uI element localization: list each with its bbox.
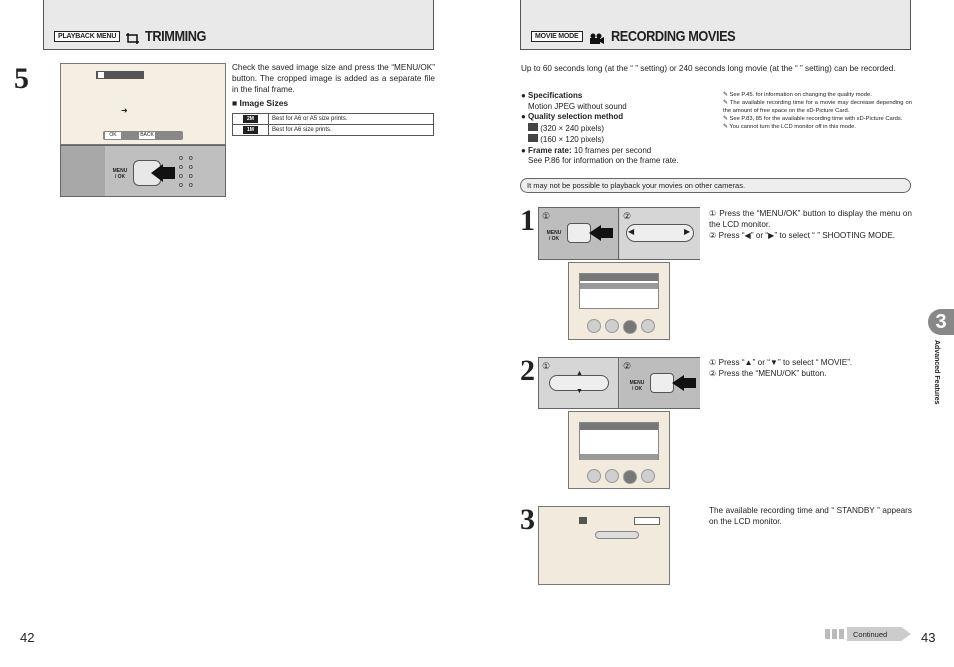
step-number-5: 5 (14, 62, 29, 95)
page-number-left: 42 (20, 630, 35, 645)
image-sizes-table (232, 113, 434, 136)
mode-icon-portrait (587, 469, 601, 483)
pressing-hand-icon (147, 158, 177, 188)
menu-selected-row (580, 454, 658, 460)
playback-menu-tag: PLAYBACK MENU (54, 31, 120, 42)
menu-header (580, 274, 658, 281)
table-row (233, 114, 434, 125)
left-arrow-icon: ◀ (628, 227, 635, 236)
circle-2-icon: ② (623, 211, 632, 221)
trim-mini-icon (98, 72, 104, 78)
step2-camera-illustration (538, 357, 700, 409)
trimming-title: TRIMMING (145, 28, 207, 45)
mode-icon-portrait (587, 319, 601, 333)
size-desc: Best for A6 size prints. (269, 125, 434, 136)
spec-line: Motion JPEG without sound (528, 101, 627, 111)
standby-indicator (595, 531, 639, 539)
lcd-ok-label: OK (105, 132, 121, 139)
spec-line (521, 123, 711, 135)
pressing-hand-icon (670, 370, 698, 396)
camera-body-illustration (60, 145, 226, 197)
step-number-2: 2 (520, 354, 535, 387)
recording-movies-title: RECORDING MOVIES (610, 28, 735, 45)
note-item: ✎ The available recording time for a movie may decrease depending on the amount of free space on the xD-Picture Card. (723, 100, 913, 114)
note-item: ✎ See P.83, 85 for the available recording time with xD-Picture Cards. (723, 116, 903, 122)
circle-1-icon: ① (542, 361, 551, 371)
trimming-icon (126, 31, 139, 42)
notes-block (723, 91, 912, 131)
side-section-label: Advanced Features (933, 340, 940, 405)
step1-panel-a (539, 208, 619, 259)
movie-intro-text: Up to 60 seconds long (at the “ ” setting) or 240 seconds long movie (at the “ ” setting) can be recorded. (521, 64, 896, 73)
continued-marker (825, 625, 915, 643)
size-desc: Best for A6 or A5 size prints. (269, 114, 434, 125)
specs-block (521, 91, 711, 167)
memo-icon: ✎ (723, 116, 728, 122)
note-item: ✎ See P.45. for information on changing the quality mode. (723, 92, 872, 98)
mode-icon-camera (623, 470, 637, 484)
quality-indicator-icon (579, 517, 587, 524)
lcd-back-label: BACK (140, 132, 154, 138)
step2-lcd-menu (568, 411, 670, 489)
spec-label: ● Frame rate: (521, 145, 572, 155)
quality-640-icon (528, 123, 538, 131)
spec-line: See P.86 for information on the frame rate. (528, 156, 679, 165)
control-dots: oo oo oo oo (179, 155, 199, 189)
movie-icon (589, 31, 605, 42)
spec-line (521, 134, 711, 146)
chapter-tab: 3 (928, 309, 954, 335)
menu-header (580, 423, 658, 430)
up-arrow-icon: ▲ (576, 370, 583, 377)
spec-line-160: (160 × 120 pixels) (540, 135, 605, 144)
step3-text: The available recording time and “ STANDBY ” appears on the LCD monitor. (709, 506, 912, 526)
camera-grip (61, 146, 105, 196)
arrow-right-icon: ➜ (121, 106, 128, 115)
mode-icon-movie (641, 319, 655, 333)
mode-icon-landscape (605, 469, 619, 483)
menu-ok-label: MENU / OK (629, 380, 645, 392)
spec-label: ● Quality selection method (521, 112, 624, 121)
lcd-trim-preview (60, 63, 226, 145)
step2-text: ① Press “▲” or “▼” to select “ MOVIE”. ② Press the “MENU/OK” button. (709, 358, 853, 378)
right-arrow-icon: ▶ (684, 227, 691, 236)
spec-line-320: (320 × 240 pixels) (540, 123, 605, 133)
step2-panel-b (620, 358, 700, 408)
step-number-3: 3 (520, 503, 535, 536)
step-number-1: 1 (520, 204, 535, 237)
image-sizes-heading: ■ Image Sizes (232, 98, 289, 108)
memo-icon: ✎ (723, 124, 728, 130)
table-row (233, 125, 434, 136)
step1-text: ① Press the “MENU/OK” button to display the menu on the LCD monitor. ② Press “◀” or “▶” to select “ ” SHOOTING MODE. (709, 209, 912, 240)
step1-lcd-menu (568, 262, 670, 340)
mode-icon-movie (641, 469, 655, 483)
movie-mode-tag: MOVIE MODE (531, 31, 583, 42)
step1-camera-illustration (538, 207, 700, 260)
step3-lcd-standby (538, 506, 670, 585)
movie-select-menu (579, 422, 659, 460)
shooting-mode-menu (579, 273, 659, 309)
menu-ok-button-label: MENU / OK (112, 168, 128, 180)
remaining-time-box (634, 517, 660, 525)
menu-ok-label: MENU / OK (546, 230, 562, 242)
size-badge-2m: 2M (243, 115, 258, 123)
step2-panel-a (539, 358, 619, 408)
left-header-band (43, 0, 434, 50)
menu-selected-row (580, 283, 658, 289)
size-badge-1m: 1M (243, 126, 258, 134)
circle-2-icon: ② (623, 361, 632, 371)
quality-320-icon (528, 134, 538, 142)
memo-icon: ✎ (723, 92, 728, 98)
step1-panel-b (620, 208, 700, 259)
spec-label: ● Specifications (521, 91, 583, 100)
right-header-band (520, 0, 911, 50)
down-arrow-icon: ▼ (576, 388, 583, 395)
spec-value: 10 frames per second (571, 145, 652, 155)
trim-instruction-text: Check the saved image size and press the “MENU/OK” button. The cropped image is added as a separate file in the final frame. (232, 63, 435, 94)
page-number-right: 43 (921, 630, 936, 645)
mode-icon-landscape (605, 319, 619, 333)
continued-label: Continued (853, 630, 888, 639)
note-item: ✎ You cannot turn the LCD monitor off in this mode. (723, 124, 857, 130)
mode-icon-camera (623, 320, 637, 334)
circle-1-icon: ① (542, 211, 551, 221)
playback-warning-box: It may not be possible to playback your movies on other cameras. (520, 178, 911, 193)
memo-icon: ✎ (723, 100, 728, 106)
pressing-hand-icon (587, 220, 615, 246)
lcd-button-bar (103, 131, 183, 140)
